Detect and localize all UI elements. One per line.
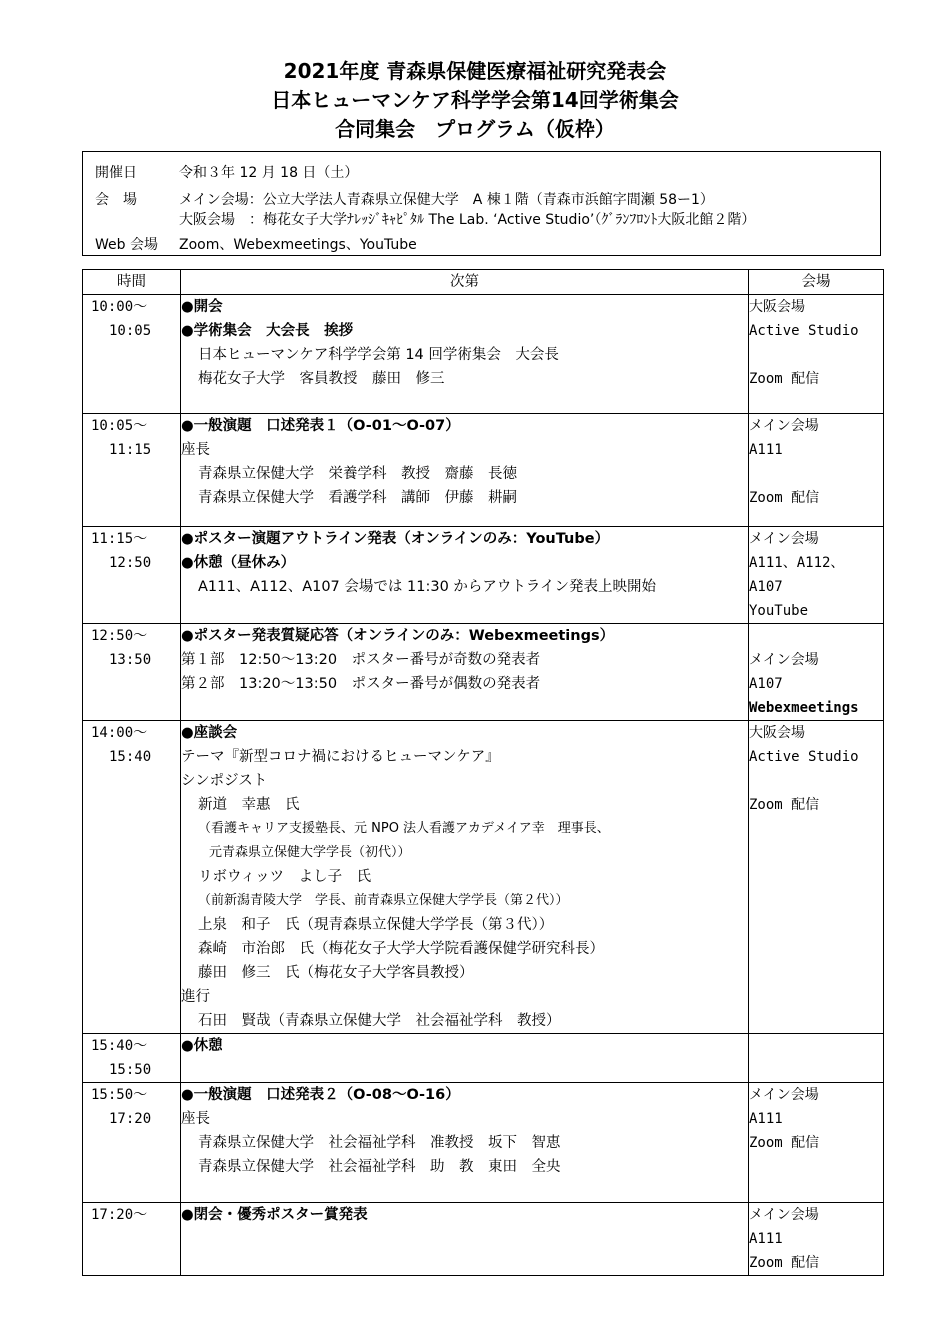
table-row bbox=[83, 527, 884, 624]
table-row bbox=[83, 721, 884, 1034]
program-line: 梅花女子大学 客員教授 藤田 修三 bbox=[198, 371, 445, 387]
program-cell bbox=[181, 295, 749, 414]
program-cell bbox=[181, 721, 749, 1034]
venue-line: メイン会場 bbox=[749, 531, 819, 547]
time-start: 17:20～ bbox=[91, 1207, 148, 1223]
time-end: 13:50 bbox=[109, 652, 152, 668]
time-end: 10:05 bbox=[109, 323, 152, 339]
venue-line: Webexmeetings bbox=[749, 700, 859, 716]
program-line: 石田 賢哉（青森県立保健大学 社会福祉学科 教授） bbox=[198, 1013, 561, 1029]
program-rows bbox=[83, 295, 884, 1276]
venue-line: 大阪会場 bbox=[749, 299, 805, 315]
venue-line: Zoom 配信 bbox=[749, 371, 820, 387]
table-row bbox=[83, 1203, 884, 1276]
time-cell bbox=[83, 1034, 181, 1083]
program-line: 森崎 市治郎 氏（梅花女子大学大学院看護保健学研究科長） bbox=[198, 941, 604, 957]
time-start: 15:40～ bbox=[91, 1038, 148, 1054]
venue-cell bbox=[749, 721, 884, 1034]
venue-cell bbox=[749, 1203, 884, 1276]
header-time: 時間 bbox=[83, 270, 181, 295]
event-info-box bbox=[82, 151, 881, 256]
program-heading: ●休憩（昼休み） bbox=[181, 555, 296, 571]
venue-line bbox=[749, 624, 883, 648]
header-program: 次第 bbox=[181, 270, 749, 295]
program-heading: ●ポスター演題アウトライン発表（オンラインのみ：YouTube） bbox=[181, 531, 610, 547]
title-line-3: 合同集会 プログラム（仮枠） bbox=[335, 117, 615, 141]
table-header-row bbox=[83, 270, 884, 295]
program-line: 座長 bbox=[181, 442, 210, 458]
time-cell bbox=[83, 527, 181, 624]
venue-line: A111 bbox=[749, 1231, 783, 1247]
program-heading: ●一般演題 口述発表２（O-08～O-16） bbox=[181, 1087, 460, 1103]
venue-cell bbox=[749, 624, 884, 721]
venue-cell bbox=[749, 295, 884, 414]
time-start: 14:00～ bbox=[91, 725, 148, 741]
program-heading: ●開会 bbox=[181, 299, 223, 315]
time-start: 11:15～ bbox=[91, 531, 148, 547]
program-line: 青森県立保健大学 看護学科 講師 伊藤 耕嗣 bbox=[198, 490, 517, 506]
program-cell bbox=[181, 1034, 749, 1083]
time-cell bbox=[83, 295, 181, 414]
program-cell bbox=[181, 414, 749, 527]
program-heading: ●学術集会 大会長 挨拶 bbox=[181, 323, 354, 339]
date-label: 開催日 bbox=[95, 165, 137, 181]
program-line: テーマ『新型コロナ禍におけるヒューマンケア』 bbox=[181, 749, 500, 765]
venue-line: メイン会場 bbox=[749, 652, 819, 668]
venue-line: A107 bbox=[749, 579, 783, 595]
venue-line: Zoom 配信 bbox=[749, 1135, 820, 1151]
table-row bbox=[83, 295, 884, 414]
time-end: 17:20 bbox=[109, 1111, 152, 1127]
time-start: 15:50～ bbox=[91, 1087, 148, 1103]
venue-line: メイン会場 bbox=[749, 418, 819, 434]
header-venue: 会場 bbox=[749, 270, 884, 295]
program-line: 青森県立保健大学 栄養学科 教授 齋藤 長徳 bbox=[198, 466, 517, 482]
venue-cell bbox=[749, 1083, 884, 1203]
venue-line: Active Studio bbox=[749, 323, 859, 339]
venue-cell bbox=[749, 414, 884, 527]
venue-line: A107 bbox=[749, 676, 783, 692]
title-line-2: 日本ヒューマンケア科学学会第14回学術集会 bbox=[271, 88, 679, 112]
web-value: Zoom、Webexmeetings、YouTube bbox=[179, 237, 417, 253]
venue-line bbox=[749, 343, 883, 367]
venue-line bbox=[749, 462, 883, 486]
program-line: 日本ヒューマンケア科学学会第 14 回学術集会 大会長 bbox=[198, 347, 559, 363]
program-line: 青森県立保健大学 社会福祉学科 准教授 坂下 智恵 bbox=[198, 1135, 561, 1151]
time-start: 10:05～ bbox=[91, 418, 148, 434]
venue-main: メイン会場：公立大学法人青森県立保健大学 A 棟１階（青森市浜館字間瀬 58ー1） bbox=[179, 192, 714, 208]
venue-cell bbox=[749, 1034, 884, 1083]
program-line: リボウィッツ よし子 氏 bbox=[198, 869, 372, 885]
program-cell bbox=[181, 1083, 749, 1203]
program-heading: ●閉会・優秀ポスター賞発表 bbox=[181, 1207, 368, 1223]
venue-line: Zoom 配信 bbox=[749, 797, 820, 813]
venue-line: 大阪会場 bbox=[749, 725, 805, 741]
date-value: 令和３年 12 月 18 日（土） bbox=[179, 165, 359, 181]
program-line: 上泉 和子 氏（現青森県立保健大学学長（第３代）） bbox=[198, 917, 554, 933]
table-row bbox=[83, 624, 884, 721]
program-line: 藤田 修三 氏（梅花女子大学客員教授） bbox=[198, 965, 474, 981]
program-line: 座長 bbox=[181, 1111, 210, 1127]
program-line: 第１部 12:50～13:20 ポスター番号が奇数の発表者 bbox=[181, 652, 541, 668]
time-end: 15:40 bbox=[109, 749, 152, 765]
program-line: 青森県立保健大学 社会福祉学科 助 教 東田 全央 bbox=[198, 1159, 561, 1175]
time-cell bbox=[83, 624, 181, 721]
table-row bbox=[83, 1083, 884, 1203]
program-line: 進行 bbox=[181, 989, 210, 1005]
venue-line: Active Studio bbox=[749, 749, 859, 765]
venue-line: YouTube bbox=[749, 603, 809, 619]
title-line-1: 2021年度 青森県保健医療福祉研究発表会 bbox=[283, 59, 667, 83]
program-line: シンポジスト bbox=[181, 773, 268, 789]
program-heading: ●一般演題 口述発表１（O-01～O-07） bbox=[181, 418, 460, 434]
program-table bbox=[82, 269, 884, 1276]
time-cell bbox=[83, 721, 181, 1034]
program-heading: ●休憩 bbox=[181, 1038, 223, 1054]
table-row bbox=[83, 414, 884, 527]
venue-line: メイン会場 bbox=[749, 1087, 819, 1103]
table-row bbox=[83, 1034, 884, 1083]
venue-line: A111 bbox=[749, 442, 783, 458]
venue-line: Zoom 配信 bbox=[749, 490, 820, 506]
program-cell bbox=[181, 1203, 749, 1276]
program-line: 第２部 13:20～13:50 ポスター番号が偶数の発表者 bbox=[181, 676, 541, 692]
time-start: 12:50～ bbox=[91, 628, 148, 644]
venue-line bbox=[749, 769, 883, 793]
venue-line: メイン会場 bbox=[749, 1207, 819, 1223]
time-start: 10:00～ bbox=[91, 299, 148, 315]
program-line: 元青森県立保健大学学長（初代）） bbox=[209, 845, 411, 860]
venue-cell bbox=[749, 527, 884, 624]
venue-line: A111、A112、 bbox=[749, 555, 845, 571]
venue-osaka: 大阪会場 ：梅花女子大学ﾅﾚｯｼﾞｷｬﾋﾟﾀﾙ The Lab. ‘Active Studio’（ｸﾞﾗﾝﾌﾛﾝﾄ大阪北館２階） bbox=[179, 212, 756, 228]
program-line: 新道 幸惠 氏 bbox=[198, 797, 300, 813]
web-label: Web 会場 bbox=[95, 237, 158, 253]
time-cell bbox=[83, 1203, 181, 1276]
venue-line: Zoom 配信 bbox=[749, 1255, 820, 1271]
program-line: （看護キャリア支援塾長、元 NPO 法人看護アカデメイア幸 理事長、 bbox=[198, 821, 610, 836]
time-end: 15:50 bbox=[109, 1062, 152, 1078]
time-end: 11:15 bbox=[109, 442, 152, 458]
venue-label: 会 場 bbox=[95, 192, 137, 208]
program-heading: ●座談会 bbox=[181, 725, 238, 741]
program-heading: ●ポスター発表質疑応答（オンラインのみ：Webexmeetings） bbox=[181, 628, 615, 644]
time-cell bbox=[83, 414, 181, 527]
venue-line: A111 bbox=[749, 1111, 783, 1127]
program-cell bbox=[181, 527, 749, 624]
time-end: 12:50 bbox=[109, 555, 152, 571]
program-line: A111、A112、A107 会場では 11:30 からアウトライン発表上映開始 bbox=[198, 579, 656, 595]
program-cell bbox=[181, 624, 749, 721]
time-cell bbox=[83, 1083, 181, 1203]
program-line: （前新潟青陵大学 学長、前青森県立保健大学学長（第２代）） bbox=[198, 893, 569, 908]
